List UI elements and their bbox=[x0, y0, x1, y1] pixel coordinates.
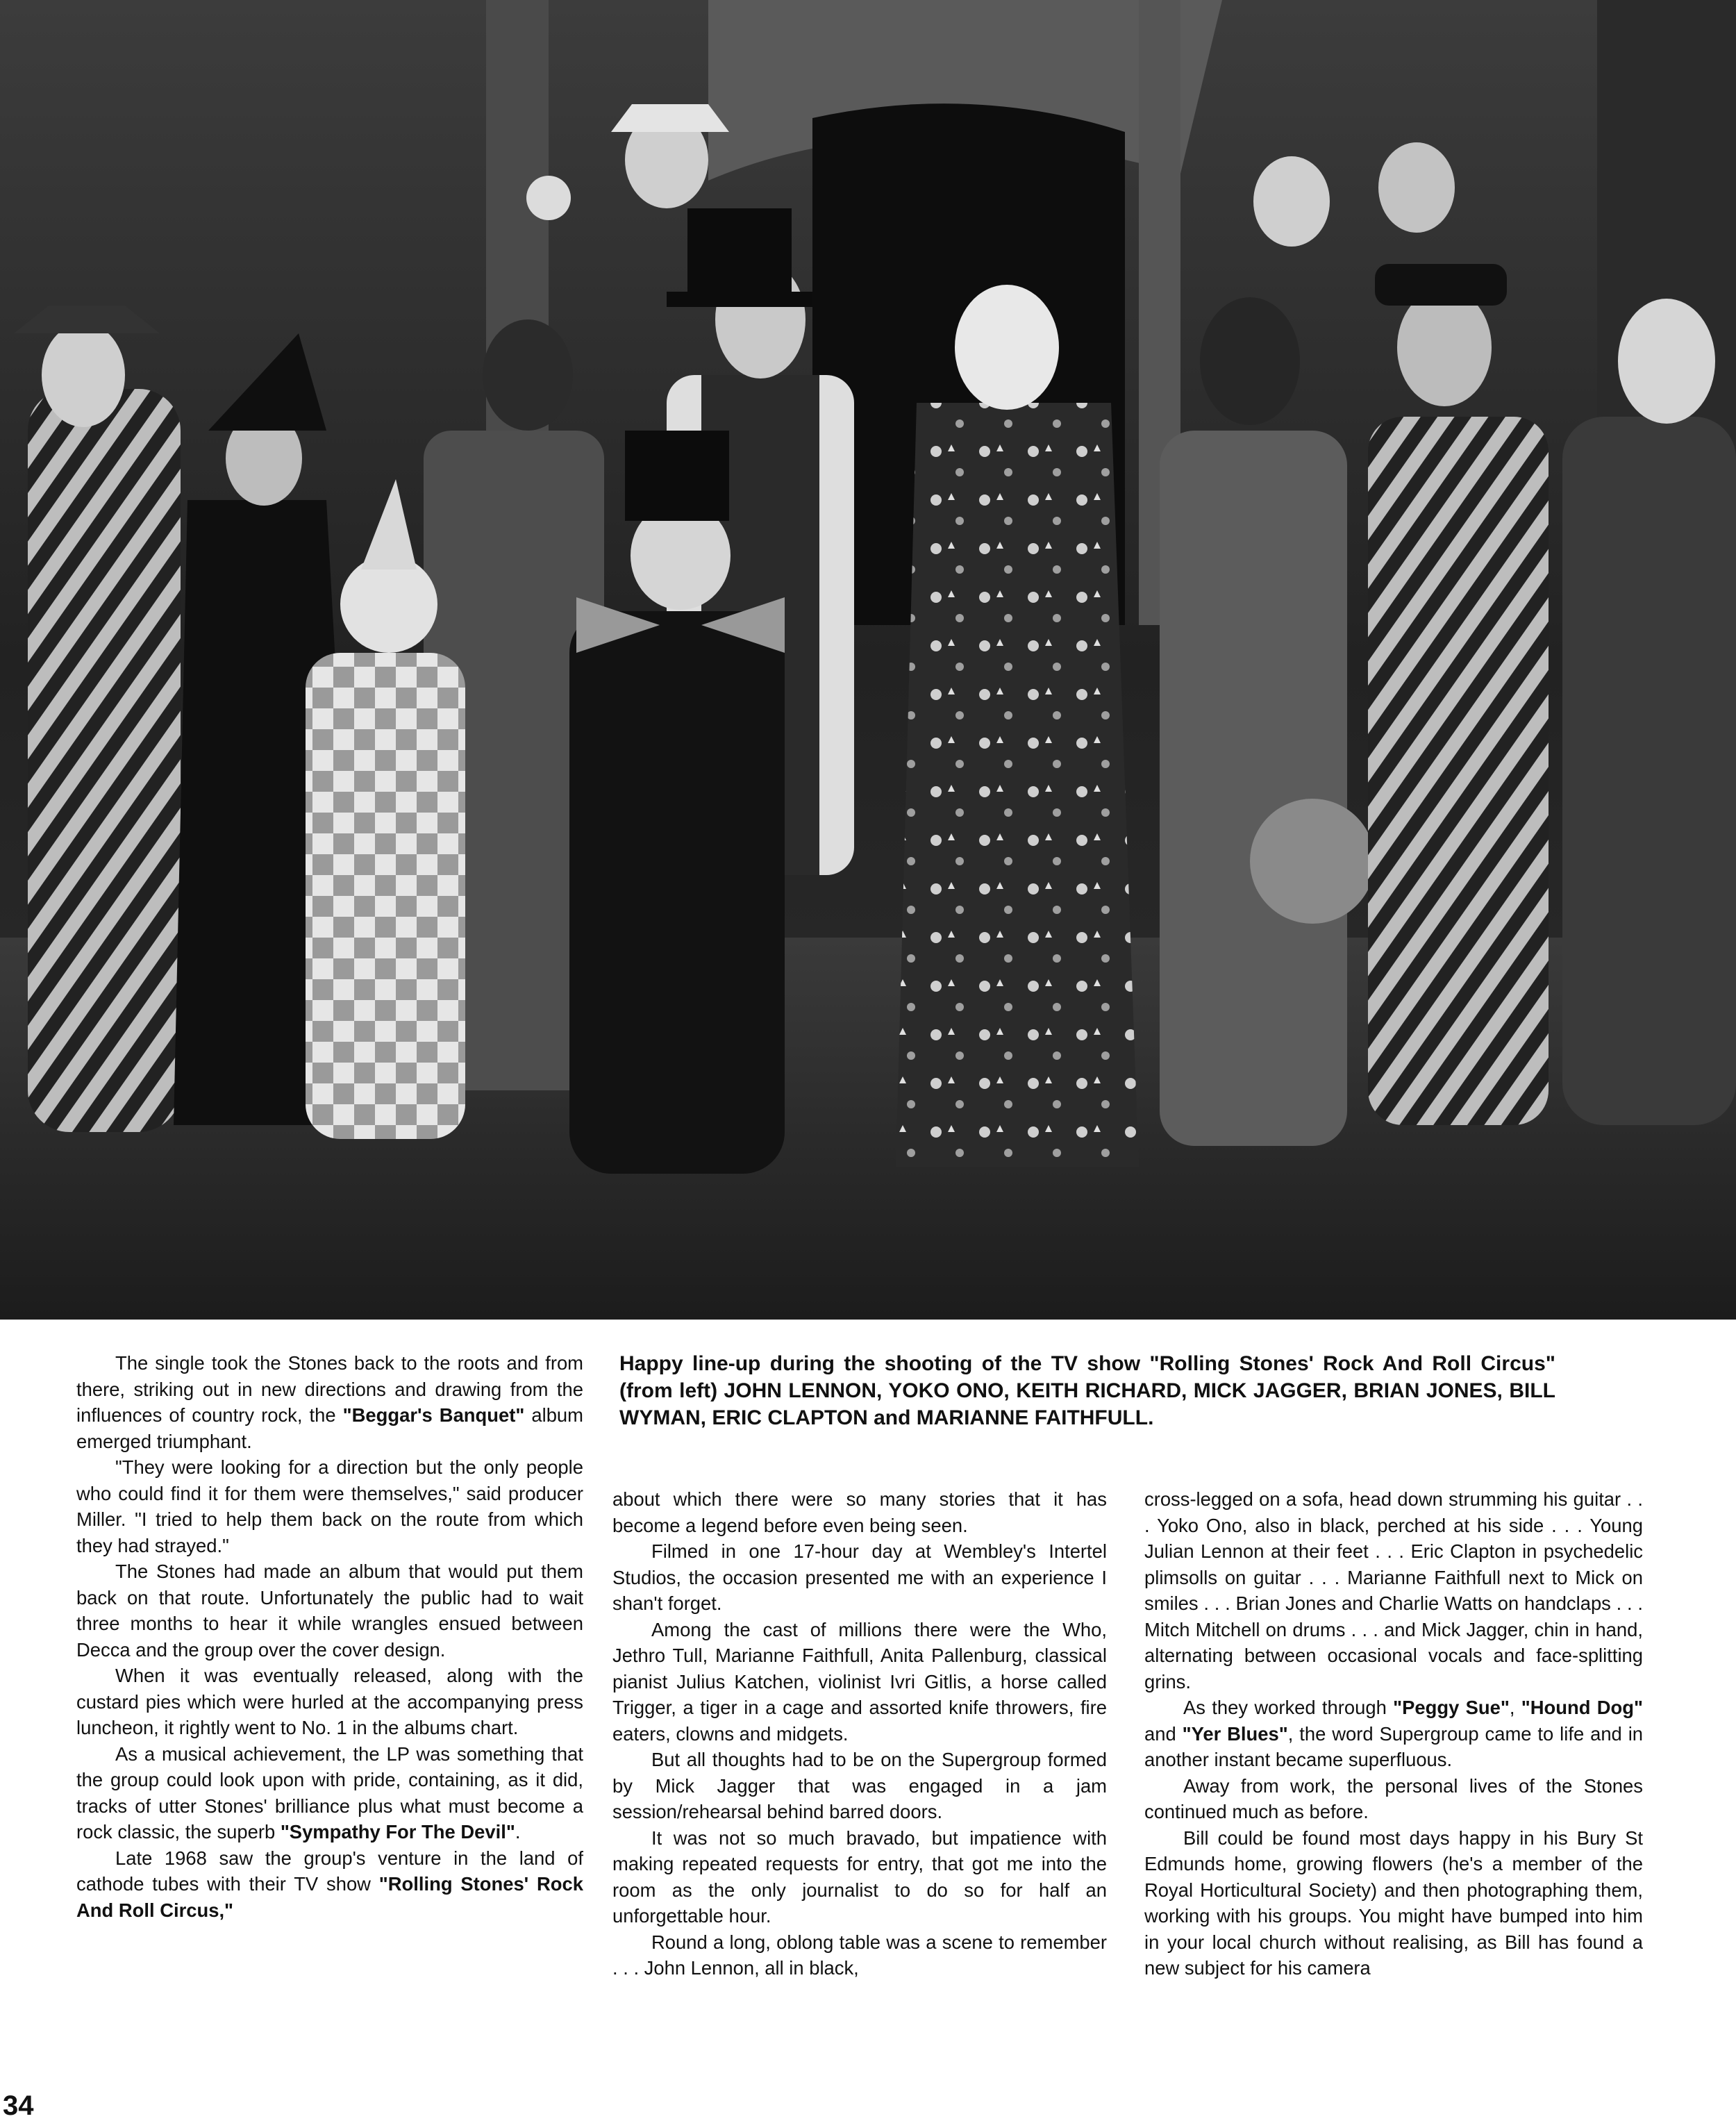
song-title: "Hound Dog" bbox=[1521, 1697, 1644, 1718]
paragraph: When it was eventually released, along with the custard pies which were hurled at the accompanying press luncheon, it rightly went to No. 1 in the albums chart. bbox=[76, 1665, 583, 1738]
song-title: "Peggy Sue" bbox=[1393, 1697, 1510, 1718]
song-title: "Sympathy For The Devil" bbox=[280, 1821, 515, 1843]
song-title: "Yer Blues" bbox=[1182, 1722, 1288, 1745]
show-title: "Rolling Stones' Rock And Roll Circus," bbox=[76, 1873, 583, 1921]
article-column-2 bbox=[612, 1486, 1107, 1981]
paragraph: Away from work, the personal lives of the Stones continued much as before. bbox=[1144, 1774, 1643, 1822]
paragraph: As they worked through "Peggy Sue", "Hound Dog" and "Yer Blues", the word Supergroup came to life and in another instant became superfluous. bbox=[1144, 1697, 1644, 1770]
paragraph: Bill could be found most days happy in his Bury St Edmunds home, growing flowers (he's a member of the Royal Horticultural Society) and then photographing them, working with his groups. You might have bumped into him in your local church without realising, as Bill has found a new subject for his camera bbox=[1144, 1827, 1643, 1979]
paragraph: It was not so much bravado, but impatience with making repeated requests for entry, that got me into the room as the only journalist to do so for half an unforgettable hour. bbox=[612, 1827, 1107, 1927]
page-number: 34 bbox=[3, 2090, 34, 2121]
paragraph: "They were looking for a direction but the only people who could find it for them were themselves," said producer Miller. "I tried to help them back on the route from which they had strayed." bbox=[76, 1456, 583, 1556]
paragraph: But all thoughts had to be on the Supergroup formed by Mick Jagger that was engaged in a jam session/rehearsal behind barred doors. bbox=[612, 1749, 1107, 1822]
paragraph: about which there were so many stories that it has become a legend before even being seen. bbox=[612, 1488, 1107, 1536]
paragraph: Among the cast of millions there were the Who, Jethro Tull, Marianne Faithfull, Anita Pallenburg, classical pianist Julius Katchen, violinist Ivri Gitlis, a horse called Trigger, a tiger in a cage and assorted knife throwers, fire eaters, clowns and midgets. bbox=[612, 1618, 1107, 1745]
paragraph: Filmed in one 17-hour day at Wembley's Intertel Studios, the occasion presented me with an experience I shan't forget. bbox=[612, 1540, 1107, 1614]
paragraph: As a musical achievement, the LP was something that the group could look upon with pride, containing, as it did, tracks of utter Stones' brilliance plus what must become a rock classic, the superb "Sympathy For The Devil". bbox=[76, 1742, 583, 1843]
paragraph: The single took the Stones back to the roots and from there, striking out in new directions and drawing from the influences of country rock, the "Beggar's Banquet" album emerged triumphant. bbox=[76, 1352, 583, 1452]
photo-caption: Happy line-up during the shooting of the TV show "Rolling Stones' Rock And Roll Circus" (from left) JOHN LENNON, YOKO ONO, KEITH RICHARD, MICK JAGGER, BRIAN JONES, BILL WYMAN, ERIC CLAPTON and MARIANNE FAITHFULL. bbox=[619, 1352, 1555, 1429]
paragraph: Round a long, oblong table was a scene to remember . . . John Lennon, all in black, bbox=[612, 1931, 1107, 1979]
paragraph: The Stones had made an album that would put them back on that route. Unfortunately the public had to wait three months to hear it while wrangles ensued between Decca and the group over the cover design. bbox=[76, 1561, 583, 1661]
paragraph: cross-legged on a sofa, head down strumming his guitar . . . Yoko Ono, also in black, perched at his side . . . Young Julian Lennon at their feet . . . Eric Clapton in psychedelic plimsolls on guitar . . . Marianne Faithfull next to Mick on smiles . . . Brian Jones and Charlie Watts on handclaps . . . Mitch Mitchell on drums . . . and Mick Jagger, chin in hand, alternating between occasional vocals and face-splitting grins. bbox=[1144, 1488, 1643, 1692]
article-column-3 bbox=[1144, 1486, 1643, 1981]
paragraph: Late 1968 saw the group's venture in the land of cathode tubes with their TV show "Rolling Stones' Rock And Roll Circus," bbox=[76, 1847, 583, 1921]
article-column-1 bbox=[76, 1350, 583, 1923]
album-title: "Beggar's Banquet" bbox=[342, 1404, 525, 1426]
